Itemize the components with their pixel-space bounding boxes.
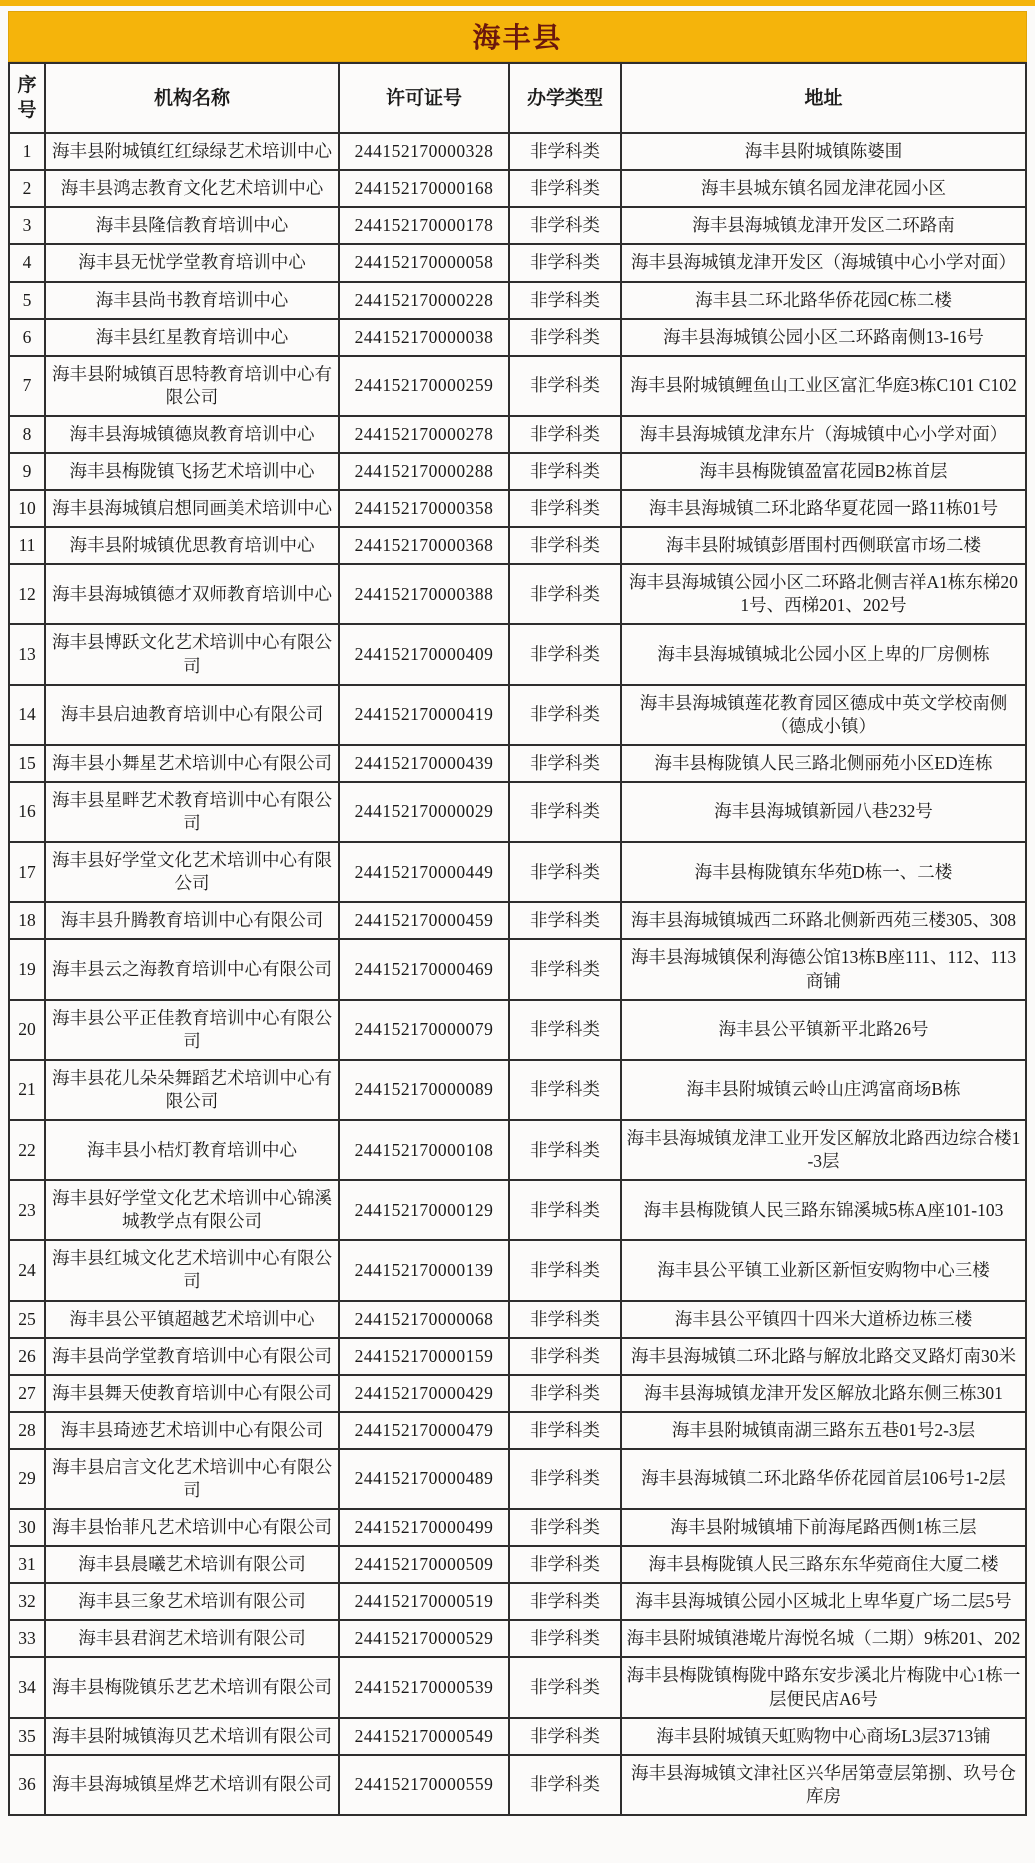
address-cell: 海丰县海城镇龙津开发区解放北路东侧三栋301 (621, 1375, 1026, 1412)
address-cell: 海丰县附城镇港墘片海悦名城（二期）9栋201、202 (621, 1620, 1026, 1657)
institution-name-cell: 海丰县舞天使教育培训中心有限公司 (45, 1375, 339, 1412)
license-number-cell: 244152170000559 (339, 1755, 509, 1815)
address-cell: 海丰县海城镇二环北路华侨花园首层106号1-2层 (621, 1449, 1026, 1509)
table-row (9, 1657, 1026, 1717)
table-row (9, 244, 1026, 281)
address-cell: 海丰县海城镇龙津开发区二环路南 (621, 207, 1026, 244)
table-row (9, 782, 1026, 842)
row-number-cell: 3 (9, 207, 45, 244)
license-number-cell: 244152170000139 (339, 1240, 509, 1300)
school-type-cell: 非学科类 (509, 1546, 621, 1583)
table-row (9, 453, 1026, 490)
school-type-cell: 非学科类 (509, 624, 621, 684)
table-row (9, 842, 1026, 902)
school-type-cell: 非学科类 (509, 902, 621, 939)
institution-name-cell: 海丰县公平镇超越艺术培训中心 (45, 1301, 339, 1338)
license-number-cell: 244152170000058 (339, 244, 509, 281)
row-number-cell: 7 (9, 356, 45, 416)
school-type-cell: 非学科类 (509, 1375, 621, 1412)
row-number-cell: 23 (9, 1180, 45, 1240)
row-number-cell: 12 (9, 564, 45, 624)
institution-name-cell: 海丰县花儿朵朵舞蹈艺术培训中心有限公司 (45, 1060, 339, 1120)
row-number-cell: 26 (9, 1338, 45, 1375)
address-cell: 海丰县附城镇埔下前海尾路西侧1栋三层 (621, 1509, 1026, 1546)
institution-name-cell: 海丰县小桔灯教育培训中心 (45, 1120, 339, 1180)
license-number-cell: 244152170000489 (339, 1449, 509, 1509)
license-number-cell: 244152170000178 (339, 207, 509, 244)
license-number-cell: 244152170000388 (339, 564, 509, 624)
school-type-cell: 非学科类 (509, 490, 621, 527)
row-number-cell: 35 (9, 1718, 45, 1755)
row-number-cell: 34 (9, 1657, 45, 1717)
institution-name-cell: 海丰县云之海教育培训中心有限公司 (45, 939, 339, 999)
table-row (9, 170, 1026, 207)
address-cell: 海丰县梅陇镇梅陇中路东安步溪北片梅陇中心1栋一层便民店A6号 (621, 1657, 1026, 1717)
license-number-cell: 244152170000288 (339, 453, 509, 490)
license-number-cell: 244152170000029 (339, 782, 509, 842)
row-number-cell: 9 (9, 453, 45, 490)
table-row (9, 207, 1026, 244)
table-row (9, 939, 1026, 999)
table-row (9, 356, 1026, 416)
institution-name-cell: 海丰县琦迹艺术培训中心有限公司 (45, 1412, 339, 1449)
table-row (9, 1060, 1026, 1120)
school-type-cell: 非学科类 (509, 939, 621, 999)
license-number-cell: 244152170000539 (339, 1657, 509, 1717)
row-number-cell: 33 (9, 1620, 45, 1657)
school-type-cell: 非学科类 (509, 1620, 621, 1657)
license-number-cell: 244152170000419 (339, 685, 509, 745)
row-number-cell: 17 (9, 842, 45, 902)
institution-name-cell: 海丰县海城镇星烨艺术培训有限公司 (45, 1755, 339, 1815)
school-type-cell: 非学科类 (509, 527, 621, 564)
institution-name-cell: 海丰县鸿志教育文化艺术培训中心 (45, 170, 339, 207)
row-number-cell: 36 (9, 1755, 45, 1815)
address-cell: 海丰县梅陇镇盈富花园B2栋首层 (621, 453, 1026, 490)
license-number-cell: 244152170000519 (339, 1583, 509, 1620)
license-number-cell: 244152170000549 (339, 1718, 509, 1755)
header-row-number: 序号 (9, 63, 45, 133)
institution-name-cell: 海丰县升腾教育培训中心有限公司 (45, 902, 339, 939)
institution-name-cell: 海丰县无忧学堂教育培训中心 (45, 244, 339, 281)
address-cell: 海丰县附城镇鲤鱼山工业区富汇华庭3栋C101 C102 (621, 356, 1026, 416)
address-cell: 海丰县二环北路华侨花园C栋二楼 (621, 282, 1026, 319)
school-type-cell: 非学科类 (509, 1240, 621, 1300)
row-number-cell: 10 (9, 490, 45, 527)
row-number-cell: 21 (9, 1060, 45, 1120)
institution-name-cell: 海丰县附城镇海贝艺术培训有限公司 (45, 1718, 339, 1755)
row-number-cell: 20 (9, 1000, 45, 1060)
address-cell: 海丰县梅陇镇东华苑D栋一、二楼 (621, 842, 1026, 902)
address-cell: 海丰县海城镇二环北路华夏花园一路11栋01号 (621, 490, 1026, 527)
school-type-cell: 非学科类 (509, 1718, 621, 1755)
school-type-cell: 非学科类 (509, 842, 621, 902)
row-number-cell: 13 (9, 624, 45, 684)
address-cell: 海丰县海城镇龙津工业开发区解放北路西边综合楼1-3层 (621, 1120, 1026, 1180)
school-type-cell: 非学科类 (509, 1338, 621, 1375)
address-cell: 海丰县海城镇城西二环路北侧新西苑三楼305、308 (621, 902, 1026, 939)
license-number-cell: 244152170000079 (339, 1000, 509, 1060)
school-type-cell: 非学科类 (509, 1000, 621, 1060)
address-cell: 海丰县附城镇彭厝围村西侧联富市场二楼 (621, 527, 1026, 564)
row-number-cell: 25 (9, 1301, 45, 1338)
institution-name-cell: 海丰县启言文化艺术培训中心有限公司 (45, 1449, 339, 1509)
address-cell: 海丰县海城镇龙津开发区（海城镇中心小学对面） (621, 244, 1026, 281)
table-row (9, 1000, 1026, 1060)
school-type-cell: 非学科类 (509, 356, 621, 416)
row-number-cell: 18 (9, 902, 45, 939)
license-number-cell: 244152170000439 (339, 745, 509, 782)
table-row (9, 1449, 1026, 1509)
address-cell: 海丰县附城镇云岭山庄鸿富商场B栋 (621, 1060, 1026, 1120)
institution-name-cell: 海丰县隆信教育培训中心 (45, 207, 339, 244)
address-cell: 海丰县梅陇镇人民三路东锦溪城5栋A座101-103 (621, 1180, 1026, 1240)
header-license-number: 许可证号 (339, 63, 509, 133)
institution-name-cell: 海丰县海城镇德岚教育培训中心 (45, 416, 339, 453)
address-cell: 海丰县海城镇公园小区二环路南侧13-16号 (621, 319, 1026, 356)
license-number-cell: 244152170000108 (339, 1120, 509, 1180)
address-cell: 海丰县附城镇南湖三路东五巷01号2-3层 (621, 1412, 1026, 1449)
school-type-cell: 非学科类 (509, 1120, 621, 1180)
license-number-cell: 244152170000358 (339, 490, 509, 527)
table-row (9, 527, 1026, 564)
school-type-cell: 非学科类 (509, 453, 621, 490)
table-row (9, 1240, 1026, 1300)
school-type-cell: 非学科类 (509, 1755, 621, 1815)
row-number-cell: 29 (9, 1449, 45, 1509)
school-type-cell: 非学科类 (509, 782, 621, 842)
table-container (8, 11, 1027, 1816)
license-number-cell: 244152170000499 (339, 1509, 509, 1546)
institution-name-cell: 海丰县晨曦艺术培训有限公司 (45, 1546, 339, 1583)
institution-name-cell: 海丰县公平正佳教育培训中心有限公司 (45, 1000, 339, 1060)
institution-name-cell: 海丰县小舞星艺术培训中心有限公司 (45, 745, 339, 782)
school-type-cell: 非学科类 (509, 207, 621, 244)
school-type-cell: 非学科类 (509, 1509, 621, 1546)
institution-name-cell: 海丰县怡菲凡艺术培训中心有限公司 (45, 1509, 339, 1546)
row-number-cell: 16 (9, 782, 45, 842)
institution-name-cell: 海丰县好学堂文化艺术培训中心有限公司 (45, 842, 339, 902)
table-row (9, 282, 1026, 319)
table-row (9, 624, 1026, 684)
institution-name-cell: 海丰县星畔艺术教育培训中心有限公司 (45, 782, 339, 842)
address-cell: 海丰县公平镇新平北路26号 (621, 1000, 1026, 1060)
license-number-cell: 244152170000509 (339, 1546, 509, 1583)
school-type-cell: 非学科类 (509, 1060, 621, 1120)
row-number-cell: 11 (9, 527, 45, 564)
table-row (9, 1120, 1026, 1180)
school-type-cell: 非学科类 (509, 1583, 621, 1620)
address-cell: 海丰县海城镇文津社区兴华居第壹层第捌、玖号仓库房 (621, 1755, 1026, 1815)
school-type-cell: 非学科类 (509, 745, 621, 782)
top-accent-strip (0, 0, 1035, 6)
table-row (9, 685, 1026, 745)
institution-name-cell: 海丰县海城镇启想同画美术培训中心 (45, 490, 339, 527)
address-cell: 海丰县城东镇名园龙津花园小区 (621, 170, 1026, 207)
table-row (9, 902, 1026, 939)
row-number-cell: 15 (9, 745, 45, 782)
row-number-cell: 22 (9, 1120, 45, 1180)
page-title: 海丰县 (472, 23, 563, 54)
institution-name-cell: 海丰县附城镇百思特教育培训中心有限公司 (45, 356, 339, 416)
table-header-row (9, 63, 1026, 133)
row-number-cell: 1 (9, 133, 45, 170)
license-number-cell: 244152170000479 (339, 1412, 509, 1449)
license-number-cell: 244152170000228 (339, 282, 509, 319)
address-cell: 海丰县海城镇龙津东片（海城镇中心小学对面） (621, 416, 1026, 453)
table-row (9, 1755, 1026, 1815)
table-row (9, 1338, 1026, 1375)
table-row (9, 564, 1026, 624)
license-number-cell: 244152170000529 (339, 1620, 509, 1657)
school-type-cell: 非学科类 (509, 1180, 621, 1240)
row-number-cell: 28 (9, 1412, 45, 1449)
row-number-cell: 4 (9, 244, 45, 281)
school-type-cell: 非学科类 (509, 1301, 621, 1338)
address-cell: 海丰县梅陇镇人民三路北侧丽苑小区ED连栋 (621, 745, 1026, 782)
table-row (9, 1620, 1026, 1657)
table-row (9, 133, 1026, 170)
address-cell: 海丰县公平镇四十四米大道桥边栋三楼 (621, 1301, 1026, 1338)
table-row (9, 745, 1026, 782)
school-type-cell: 非学科类 (509, 416, 621, 453)
school-type-cell: 非学科类 (509, 244, 621, 281)
institution-name-cell: 海丰县君润艺术培训有限公司 (45, 1620, 339, 1657)
license-number-cell: 244152170000459 (339, 902, 509, 939)
institution-name-cell: 海丰县博跃文化艺术培训中心有限公司 (45, 624, 339, 684)
school-type-cell: 非学科类 (509, 133, 621, 170)
school-type-cell: 非学科类 (509, 1412, 621, 1449)
address-cell: 海丰县海城镇保利海德公馆13栋B座111、112、113商铺 (621, 939, 1026, 999)
school-type-cell: 非学科类 (509, 1657, 621, 1717)
school-type-cell: 非学科类 (509, 282, 621, 319)
row-number-cell: 19 (9, 939, 45, 999)
institution-name-cell: 海丰县尚书教育培训中心 (45, 282, 339, 319)
county-title-bar (8, 11, 1027, 62)
table-row (9, 319, 1026, 356)
license-number-cell: 244152170000449 (339, 842, 509, 902)
address-cell: 海丰县梅陇镇人民三路东东华菀商住大厦二楼 (621, 1546, 1026, 1583)
table-row (9, 1180, 1026, 1240)
row-number-cell: 2 (9, 170, 45, 207)
license-number-cell: 244152170000129 (339, 1180, 509, 1240)
address-cell: 海丰县海城镇公园小区二环路北侧吉祥A1栋东梯201号、西梯201、202号 (621, 564, 1026, 624)
row-number-cell: 14 (9, 685, 45, 745)
row-number-cell: 24 (9, 1240, 45, 1300)
license-number-cell: 244152170000409 (339, 624, 509, 684)
institution-name-cell: 海丰县三象艺术培训有限公司 (45, 1583, 339, 1620)
table-row (9, 416, 1026, 453)
table-row (9, 1375, 1026, 1412)
address-cell: 海丰县海城镇城北公园小区上卑的厂房侧栋 (621, 624, 1026, 684)
license-number-cell: 244152170000469 (339, 939, 509, 999)
license-number-cell: 244152170000278 (339, 416, 509, 453)
institutions-table (8, 62, 1027, 1816)
institution-name-cell: 海丰县红城文化艺术培训中心有限公司 (45, 1240, 339, 1300)
license-number-cell: 244152170000328 (339, 133, 509, 170)
institution-name-cell: 海丰县附城镇优思教育培训中心 (45, 527, 339, 564)
institution-name-cell: 海丰县梅陇镇乐艺艺术培训有限公司 (45, 1657, 339, 1717)
license-number-cell: 244152170000068 (339, 1301, 509, 1338)
license-number-cell: 244152170000089 (339, 1060, 509, 1120)
address-cell: 海丰县附城镇陈婆围 (621, 133, 1026, 170)
institution-name-cell: 海丰县附城镇红红绿绿艺术培训中心 (45, 133, 339, 170)
table-row (9, 1583, 1026, 1620)
address-cell: 海丰县海城镇二环北路与解放北路交叉路灯南30米 (621, 1338, 1026, 1375)
license-number-cell: 244152170000038 (339, 319, 509, 356)
header-school-type: 办学类型 (509, 63, 621, 133)
address-cell: 海丰县公平镇工业新区新恒安购物中心三楼 (621, 1240, 1026, 1300)
header-institution-name: 机构名称 (45, 63, 339, 133)
institution-name-cell: 海丰县梅陇镇飞扬艺术培训中心 (45, 453, 339, 490)
row-number-cell: 27 (9, 1375, 45, 1412)
institution-name-cell: 海丰县启迪教育培训中心有限公司 (45, 685, 339, 745)
address-cell: 海丰县海城镇新园八巷232号 (621, 782, 1026, 842)
table-body (9, 133, 1026, 1815)
table-row (9, 1509, 1026, 1546)
table-row (9, 1718, 1026, 1755)
license-number-cell: 244152170000429 (339, 1375, 509, 1412)
table-row (9, 1412, 1026, 1449)
header-address: 地址 (621, 63, 1026, 133)
institution-name-cell: 海丰县好学堂文化艺术培训中心锦溪城教学点有限公司 (45, 1180, 339, 1240)
row-number-cell: 6 (9, 319, 45, 356)
row-number-cell: 8 (9, 416, 45, 453)
school-type-cell: 非学科类 (509, 685, 621, 745)
table-row (9, 490, 1026, 527)
license-number-cell: 244152170000159 (339, 1338, 509, 1375)
institution-name-cell: 海丰县尚学堂教育培训中心有限公司 (45, 1338, 339, 1375)
institution-name-cell: 海丰县海城镇德才双师教育培训中心 (45, 564, 339, 624)
license-number-cell: 244152170000259 (339, 356, 509, 416)
school-type-cell: 非学科类 (509, 170, 621, 207)
address-cell: 海丰县海城镇公园小区城北上卑华夏广场二层5号 (621, 1583, 1026, 1620)
address-cell: 海丰县海城镇莲花教育园区德成中英文学校南侧（德成小镇） (621, 685, 1026, 745)
license-number-cell: 244152170000368 (339, 527, 509, 564)
row-number-cell: 31 (9, 1546, 45, 1583)
table-row (9, 1546, 1026, 1583)
row-number-cell: 32 (9, 1583, 45, 1620)
row-number-cell: 5 (9, 282, 45, 319)
table-row (9, 1301, 1026, 1338)
row-number-cell: 30 (9, 1509, 45, 1546)
school-type-cell: 非学科类 (509, 1449, 621, 1509)
license-number-cell: 244152170000168 (339, 170, 509, 207)
institution-name-cell: 海丰县红星教育培训中心 (45, 319, 339, 356)
school-type-cell: 非学科类 (509, 564, 621, 624)
school-type-cell: 非学科类 (509, 319, 621, 356)
address-cell: 海丰县附城镇天虹购物中心商场L3层3713铺 (621, 1718, 1026, 1755)
